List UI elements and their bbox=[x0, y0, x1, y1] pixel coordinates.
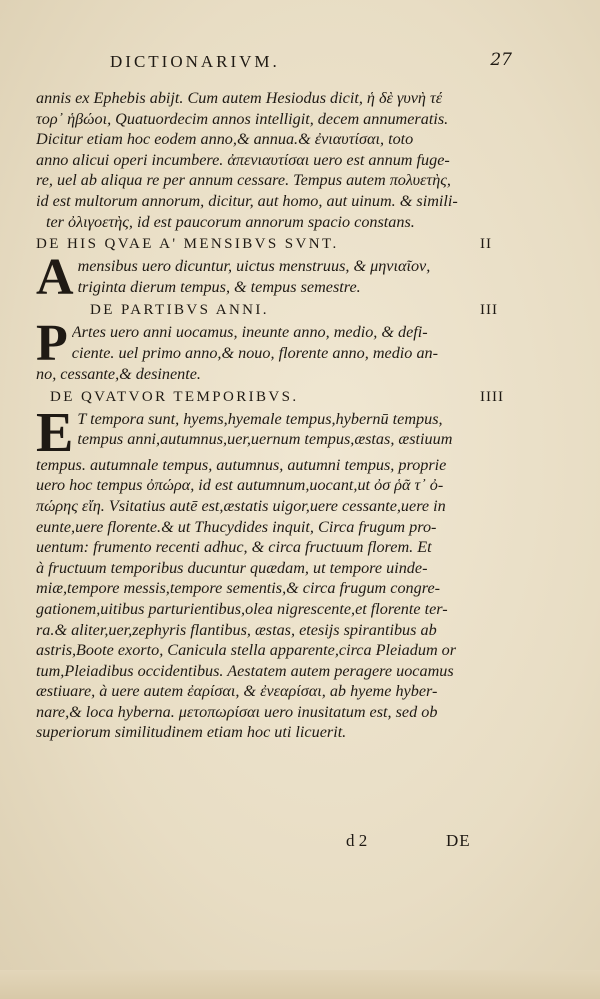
text-line: Artes uero anni uocamus, ineunte anno, medio, & defi- bbox=[71, 323, 428, 342]
text-line: Dicitur etiam hoc eodem anno,& annua.& ἐνιαυτίσαι, toto bbox=[36, 130, 414, 149]
running-title: DICTIONARIVM. bbox=[110, 52, 280, 71]
text-line: tempus. autumnale tempus, autumnus, autumni tempus, proprie bbox=[36, 455, 447, 474]
text-line: ter ὀλιγοετὴς, id est paucorum annorum spacio constans. bbox=[46, 212, 415, 231]
text-line: æstiuare, à uere autem ἐαρίσαι, & ἐνεαρίσαι, ab hyeme hyber- bbox=[36, 682, 438, 701]
text-line: tum,Pleiadibus occidentibus. Aestatem autem peragere uocamus bbox=[36, 661, 454, 680]
catchword: DE bbox=[446, 831, 471, 850]
section-number: IIII bbox=[480, 388, 504, 405]
heading-text: DE HIS QVAE A' MENSIBVS SVNT. bbox=[36, 236, 339, 253]
text-line: annis ex Ephebis abijt. Cum autem Hesiodus dicit, ἡ δὲ γυνὴ τέ bbox=[36, 89, 443, 107]
text-line: τορ᾽ ἡβώοι, Quatuordecim annos intelligit, decem annumeratis. bbox=[36, 109, 449, 128]
signature-mark: d 2 bbox=[346, 831, 368, 850]
text-line: anno alicui operi incumbere. ἀπενιαυτίσαι uero est annum fuge- bbox=[36, 150, 450, 169]
drop-capital: E bbox=[36, 408, 74, 455]
text-line: tempus anni,autumnus,uer,uernum tempus,æstas, æstiuum bbox=[77, 430, 453, 449]
text-line: ciente. uel primo anno,& nouo, florente anno, medio an- bbox=[71, 343, 439, 362]
text-line: à fructuum temporibus ducuntur quædam, ut tempore uinde- bbox=[36, 558, 428, 577]
section-number: III bbox=[480, 302, 498, 319]
page-edge-stain bbox=[0, 970, 600, 999]
text-line: superiorum similitudinem etiam hoc uti licuerit. bbox=[36, 723, 347, 742]
page-number: 27 bbox=[490, 50, 512, 70]
section-number: II bbox=[480, 236, 492, 253]
text-line: eunte,uere florente.& ut Thucydides inquit, Circa frugum pro- bbox=[36, 517, 437, 536]
text-line: triginta dierum tempus, & tempus semestre. bbox=[77, 277, 361, 296]
section-heading-seasons bbox=[36, 385, 516, 409]
running-header bbox=[110, 52, 520, 72]
text-line: no, cessante,& desinente. bbox=[36, 365, 201, 384]
paragraph-months bbox=[36, 256, 516, 298]
text-line: uentum: frumento recenti adhuc, & circa fructuum florem. Et bbox=[36, 538, 432, 557]
text-line: re, uel ab aliqua re per annum cessare. Tempus autem πολυετὴς, bbox=[36, 171, 451, 190]
text-line: id est multorum annorum, dicitur, aut homo, aut uinum. & simili- bbox=[36, 191, 458, 210]
text-line: T tempora sunt, hyems,hyemale tempus,hybernū tempus, bbox=[77, 409, 443, 428]
text-line: mensibus uero dicuntur, uictus menstruus, & μηνιαῖον, bbox=[77, 257, 431, 276]
text-line: nare,& loca hyberna. μετοπωρίσαι uero inusitatum est, sed ob bbox=[36, 702, 438, 721]
text-line: uero hoc tempus ὀπώρα, id est autumnum,uocant,ut ὀσ ῥᾶ τ᾽ ὀ- bbox=[36, 476, 444, 495]
paragraph-seasons bbox=[36, 409, 516, 455]
section-heading-parts bbox=[36, 298, 516, 322]
heading-text: DE PARTIBVS ANNI. bbox=[90, 302, 269, 319]
text-line: astris,Boote exorto, Canicula stella apparente,circa Pleiadum or bbox=[36, 641, 457, 660]
text-line: miæ,tempore messis,tempore sementis,& circa frugum congre- bbox=[36, 579, 441, 598]
section-heading-months bbox=[36, 232, 516, 256]
drop-capital: A bbox=[36, 256, 74, 299]
heading-text: DE QVATVOR TEMPORIBVS. bbox=[50, 388, 299, 405]
text-body bbox=[36, 88, 516, 743]
text-line: πώρης εἴη. Vsitatius autē est,æstatis uigor,uere cessante,uere in bbox=[36, 496, 446, 515]
text-line: gationem,uitibus parturientibus,olea nigrescente,et florente ter- bbox=[36, 599, 448, 618]
paragraph-parts bbox=[36, 322, 516, 364]
drop-capital: P bbox=[36, 322, 68, 365]
text-line: ra.& aliter,uer,zephyris flantibus, æstas, etesijs spirantibus ab bbox=[36, 620, 437, 639]
